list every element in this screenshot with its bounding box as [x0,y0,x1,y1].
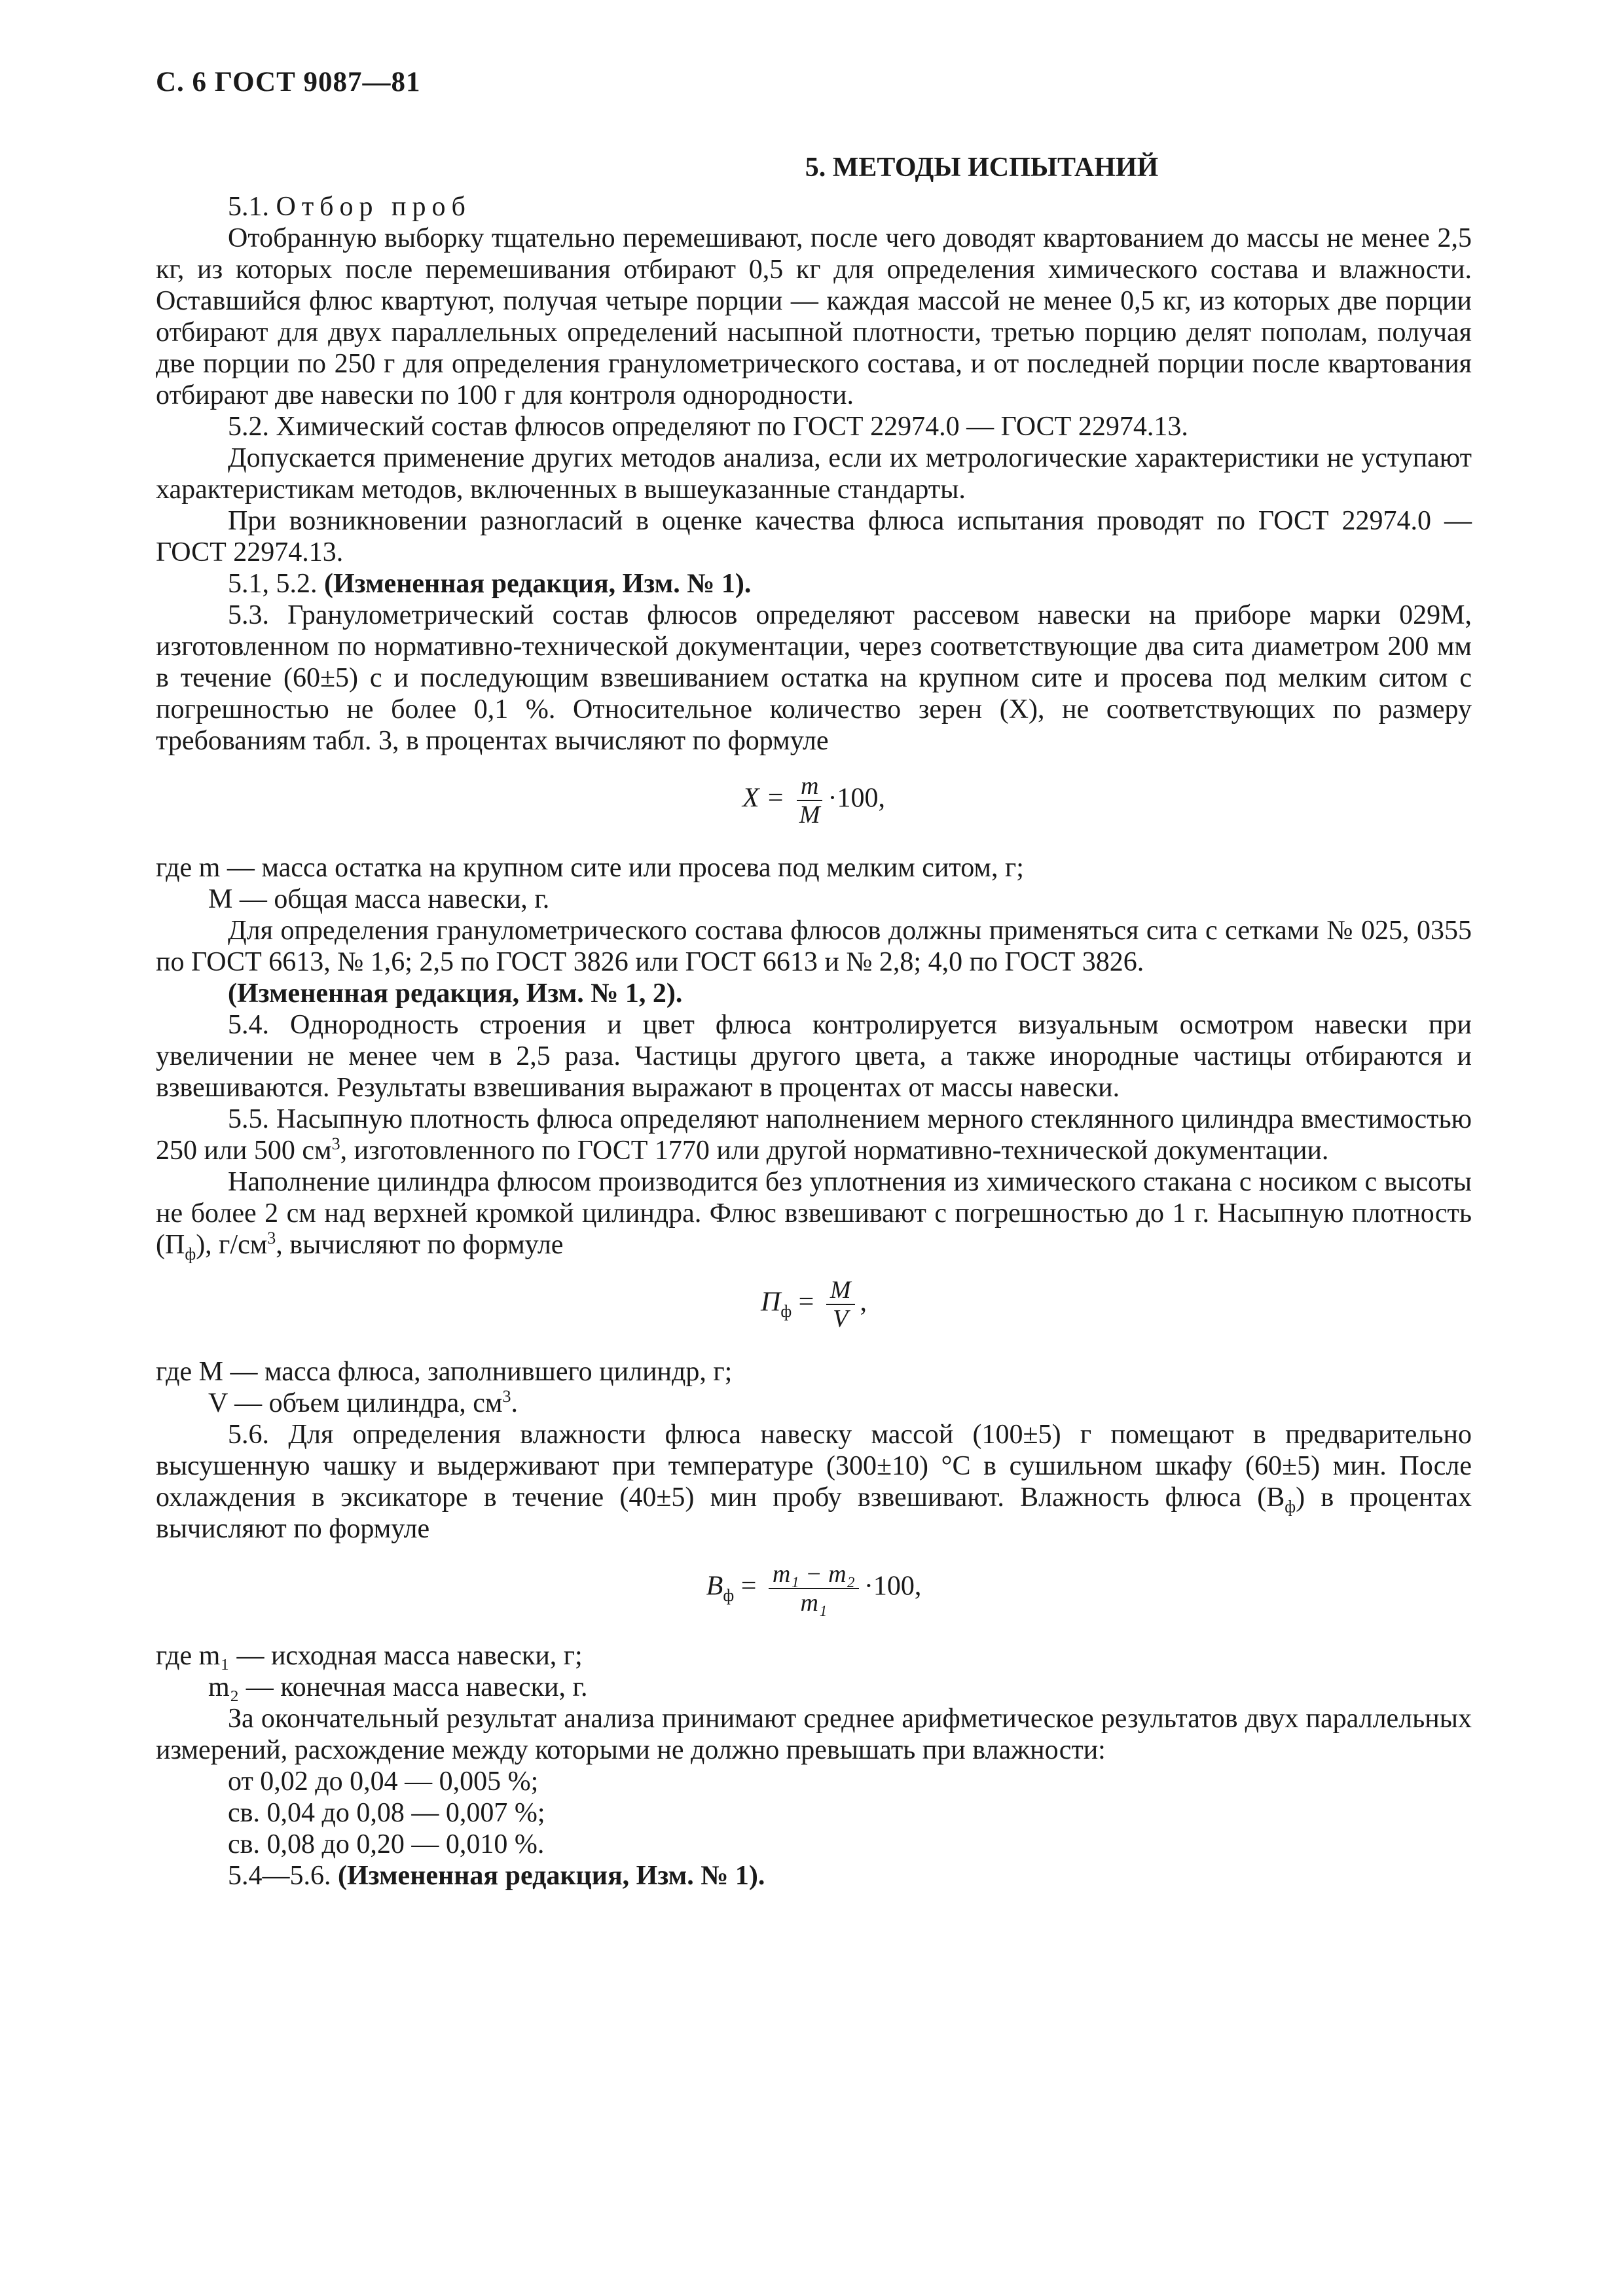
formula-rhs: ·100, [864,1571,922,1602]
subscript: ф [185,1244,196,1264]
formula-lhs: B [706,1571,723,1602]
clause-number: 5.1. [228,192,269,222]
numerator: m₁ − m₂ [769,1560,859,1589]
text: , изготовленного по ГОСТ 1770 или другой нормативно-технической документации. [340,1136,1329,1166]
formula-x [156,772,1472,838]
subscript: ф [1285,1497,1296,1516]
superscript: 3 [267,1229,276,1247]
list-item: от 0,02 до 0,04 — 0,005 %; [228,1767,539,1797]
definition-M: M — общая масса навески, г. [208,884,550,914]
text: V — объем цилиндра, см [208,1388,503,1418]
section-title [0,152,1623,183]
formula-rhs: ·100, [828,783,885,814]
fraction [826,1276,855,1333]
paragraph: За окончательный результат анализа принимают среднее арифметическое результатов двух параллельных измерений, расхождение между которыми не должно превышать при влажности: [156,1704,1472,1765]
clause-5-1-heading [156,191,1472,223]
amendment-text: (Измененная редакция, Изм. № 1). [324,569,752,599]
amendment-note [156,978,1472,1009]
text: 5.6. Для определения влажности флюса навеску массой (100±5) г помещают в предварительно высушенную чашку и выдерживают при температуре (300±10) °С в сушильном шкафу (60±5) мин. После охлаждения в эксикаторе в течение (40±5) мин пробу взвешивают. Влажность флюса (B [156,1420,1472,1513]
text: , вычисляют по формуле [276,1230,564,1260]
amendment-ref: 5.4—5.6. [228,1861,331,1891]
fraction [769,1560,859,1617]
definition-m: где m — масса остатка на крупном сите или просева под мелким ситом, г; [156,853,1024,883]
definition-m2: m₂ — конечная масса навески, г. [208,1672,588,1702]
superscript: 3 [502,1387,511,1406]
paragraph: 5.4. Однородность строения и цвет флюса контролируется визуальным осмотром навески при увеличении не менее чем в 2,5 раза. Частицы другого цвета, а также инородные частицы отбираются и взвешиваются. Результаты взвешивания выражают в процентах от массы навески. [156,1010,1472,1103]
subscript: ф [780,1302,792,1321]
definition-m1: где m₁ — исходная масса навески, г; [156,1641,583,1671]
formula-density [156,1276,1472,1342]
equals-sign: = [740,1571,757,1602]
amendment-text: (Измененная редакция, Изм. № 1, 2). [228,978,683,1009]
text: Наполнение цилиндра флюсом производится без уплотнения из химического стакана с носиком с высоты не более 2 см над верхней кромкой цилиндра. Флюс взвешивают с погрешностью до 1 г. Насыпную плотность (П [156,1167,1472,1260]
fraction [797,772,822,829]
definition-M: где M — масса флюса, заполнившего цилиндр, г; [156,1357,733,1387]
superscript: 3 [331,1134,340,1153]
amendment-ref: 5.1, 5.2. [228,569,318,599]
amendment-text: (Измененная редакция, Изм. № 1). [338,1861,765,1891]
page-header: С. 6 ГОСТ 9087—81 [156,67,421,98]
subscript: ф [723,1586,735,1605]
text: ), г/см [196,1230,268,1260]
amendment-note [156,1860,1472,1892]
list-item: св. 0,04 до 0,08 — 0,007 %; [228,1798,545,1828]
paragraph [156,1419,1472,1545]
denominator: V [833,1305,848,1333]
denominator: m₁ [800,1589,828,1617]
text: 5.5. Насыпную плотность флюса определяют наполнением мерного стеклянного цилиндра вместимостью 250 или 500 см [156,1104,1472,1166]
paragraph: Отобранную выборку тщательно перемешивают, после чего доводят квартованием до массы не менее 2,5 кг, из которых после перемешивания отбирают 0,5 кг для определения химического состава и влажности. Оставшийся флюс квартуют, получая четыре порции — каждая массой не менее 0,5 кг, из которых две порции отбирают для двух параллельных определений насыпной плотности, третью порцию делят пополам, получая две порции по 250 г для определения гранулометрического состава, и от последней порции после квартования отбирают две навески по 100 г для контроля однородности. [156,223,1472,410]
text: . [511,1388,518,1418]
list-item: св. 0,08 до 0,20 — 0,010 %. [228,1829,545,1859]
paragraph: Для определения гранулометрического состава флюсов должны применяться сита с сетками № 025, 0355 по ГОСТ 6613, № 1,6; 2,5 по ГОСТ 3826 или ГОСТ 6613 и № 2,8; 4,0 по ГОСТ 3826. [156,916,1472,977]
equals-sign: = [798,1287,814,1318]
numerator: M [826,1276,855,1305]
amendment-note [156,568,1472,600]
document-body [156,191,1472,1892]
paragraph: При возникновении разногласий в оценке качества флюса испытания проводят по ГОСТ 22974.0 — ГОСТ 22974.13. [156,506,1472,567]
formula-moisture [156,1560,1472,1626]
paragraph [156,1103,1472,1166]
paragraph [156,1166,1472,1264]
paragraph: Допускается применение других методов анализа, если их метрологические характеристики не уступают характеристикам методов, включенных в вышеуказанные стандарты. [156,443,1472,505]
numerator: m [797,772,822,801]
formula-lhs: X = [742,783,785,814]
section-title-text: 5. МЕТОДЫ ИСПЫТАНИЙ [805,152,1159,183]
denominator: M [799,801,820,829]
formula-rhs: , [860,1287,867,1318]
text: ) в процентах вычисляют по формуле [156,1482,1472,1544]
paragraph: 5.3. Гранулометрический состав флюсов определяют рассевом навески на приборе марки 029М, изготовленном по нормативно-технической документации, через соответствующие два сита диаметром 200 мм в течение (60±5) с и последующим взвешиванием остатка на крупном сите и просева под мелким ситом с погрешностью не более 0,1 %. Относительное количество зерен (X), не соответствующих по размеру требованиям табл. 3, в процентах вычисляют по формуле [156,600,1472,756]
clause-title: Отбор проб [276,192,471,222]
paragraph: 5.2. Химический состав флюсов определяют по ГОСТ 22974.0 — ГОСТ 22974.13. [228,412,1188,442]
formula-lhs: П [760,1287,781,1318]
definition-V [156,1388,1472,1419]
